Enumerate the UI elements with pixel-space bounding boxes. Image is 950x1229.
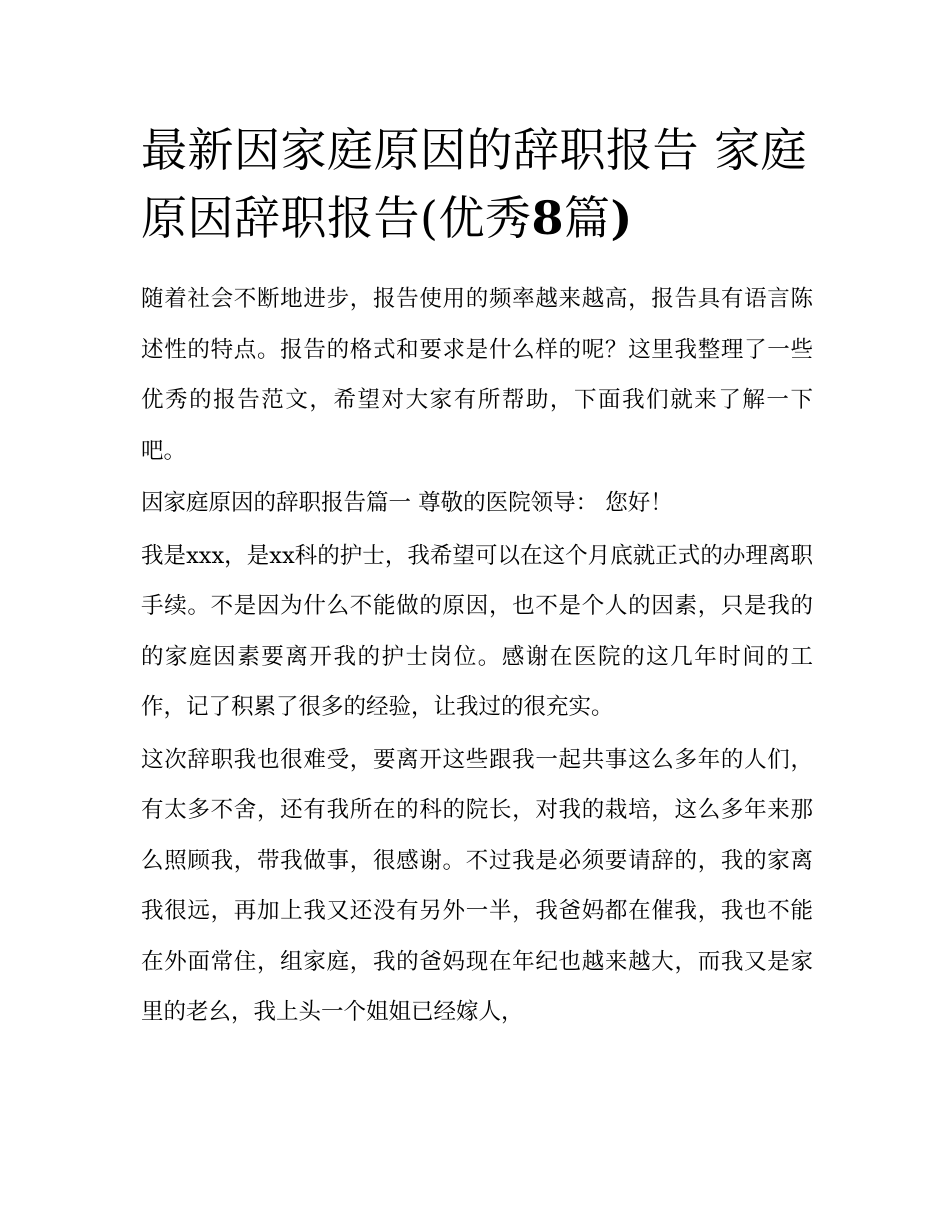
document-body — [141, 274, 813, 1038]
intro-paragraph: 随着社会不断地进步，报告使用的频率越来越高，报告具有语言陈述性的特点。报告的格式和要求是什么样的呢？这里我整理了一些优秀的报告范文，希望对大家有所帮助，下面我们就来了解一下吧。 — [141, 286, 813, 464]
document-page — [141, 116, 813, 1040]
title-number: 8 — [531, 191, 564, 245]
body-paragraph: 我是xxx，是xx科的护士，我希望可以在这个月底就正式的办理离职手续。不是因为什么不能做的原因，也不是个人的因素，只是我的的家庭因素要离开我的护士岗位。感谢在医院的这几年时间的工作，记了积累了很多的经验，让我过的很充实。 — [141, 542, 813, 720]
body-paragraph: 这次辞职我也很难受，要离开这些跟我一起共事这么多年的人们，有太多不舍，还有我所在的科的院长，对我的栽培，这么多年来那么照顾我，带我做事，很感谢。不过我是必须要请辞的，我的家离我很远，再加上我又还没有另外一半，我爸妈都在催我，我也不能在外面常住，组家庭，我的爸妈现在年纪也越来越大，而我又是家里的老幺，我上头一个姐姐已经嫁人， — [141, 746, 813, 1025]
title-emphasis: ) — [610, 191, 633, 245]
document-title: 最新因家庭原因的辞职报告 家庭原因辞职报告(优秀8篇) — [141, 123, 808, 245]
section-heading-paragraph: 因家庭原因的辞职报告篇一 尊敬的医院领导： 您好！ — [141, 490, 673, 516]
